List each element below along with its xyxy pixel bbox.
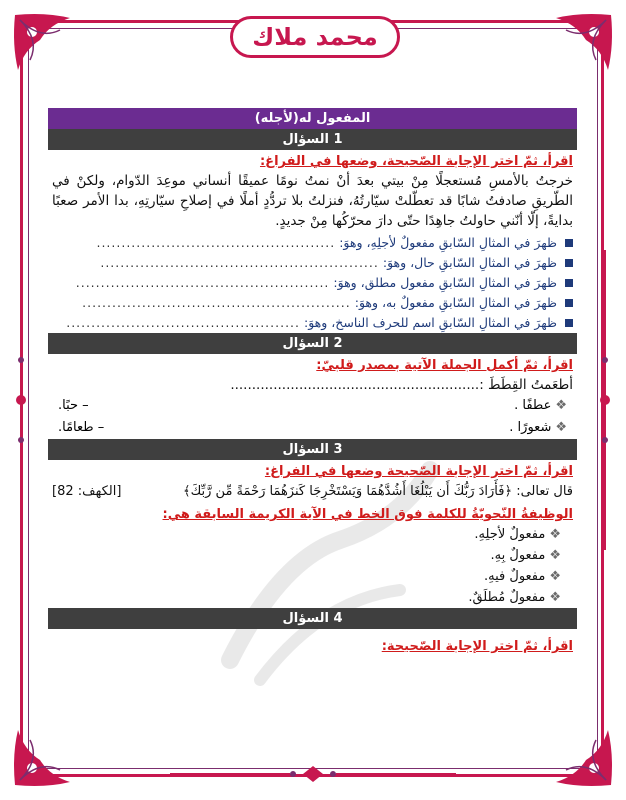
question-2-options-row [48,395,577,417]
diamond-bullet-icon: ❖ [555,420,567,435]
author-name-badge [230,16,400,58]
list-item: ظهرَ في المثالِ السّابقِ حال، وهوَ: ........................................................ [52,253,573,273]
corner-ornament-icon [10,10,80,80]
diamond-bullet-icon: ❖ [549,527,561,542]
bottom-ornament-icon [170,764,456,784]
question-3-prompt: الوظيفةُ النّحويّةُ للكلمة فوق الخط في الآية الكريمة السابقة هي: [162,507,573,522]
answer-blank[interactable]: ................................................... [75,275,330,290]
answer-blank[interactable]: ........................................................ [100,255,379,270]
square-bullet-icon [565,239,573,247]
square-bullet-icon [565,279,573,287]
option: ❖شعورًا . [509,420,567,435]
diamond-bullet-icon: ❖ [549,548,561,563]
topic-title-bar: المفعول له(لأجله) [48,108,577,129]
question-4-header: 4 السؤال [48,608,577,629]
option: ❖عطفًا . [514,398,567,413]
list-item: ظهرَ في المثالِ السّابقِ مفعولٌ لأجلِهِ، وهوَ: ................................................ [52,233,573,253]
side-ornament-icon [14,250,28,550]
verse-text: قال تعالى: ﴿فَأَرَادَ رَبُّكَ أَن يَبْلُغَا أَشُدَّهُمَا وَيَسْتَخْرِجَا كَنزَهُمَا رَحْمَةً مِّن رَّبِّكَ﴾ [182,484,573,499]
corner-ornament-icon [10,720,80,790]
corner-ornament-icon [546,720,616,790]
list-item[interactable]: ❖مفعولٌ لأجلِهِ. [474,527,561,542]
answer-blank[interactable]: ................................................ [96,235,336,250]
option[interactable]: – طعامًا. [58,420,105,435]
diamond-bullet-icon: ❖ [549,590,561,605]
worksheet-content [48,108,577,656]
question-2-stem: أطعَمتُ القِطَطَ :.......................................................... [230,377,573,393]
question-3-header: 3 السؤال [48,439,577,460]
author-name: محمد ملاك [252,23,378,51]
question-1-items [48,233,577,333]
question-2-header: 2 السؤال [48,333,577,354]
list-item: ظهرَ في المثالِ السّابقِ اسم للحرف الناسخ، وهوَ: ............................................... [52,313,573,333]
diamond-bullet-icon: ❖ [549,569,561,584]
square-bullet-icon [565,299,573,307]
answer-blank[interactable]: ...................................................... [82,295,351,310]
quran-verse [48,481,577,503]
diamond-bullet-icon: ❖ [555,398,567,413]
question-4-instruction: اقرأ، ثمّ اختر الإجابة الصّحيحة: [381,639,573,654]
list-item[interactable]: ❖مفعولٌ مُطلَقٌ. [468,590,561,605]
list-item: ظهرَ في المثالِ السّابقِ مفعول مطلق، وهوَ: ................................................... [52,273,573,293]
question-2-instruction: اقرأ، ثمّ أكمل الجملة الآتية بمصدر قلبيّ: [316,358,573,373]
answer-blank[interactable]: ............................................... [66,315,300,330]
option[interactable]: – حبًا. [58,398,89,413]
question-1-passage: خرجتُ بالأمسِ مُستعجلًا مِنْ بيتي بعدَ أنْ نمتُ نومًا عميقًا أنساني موعِدَ الدّوام، ولكنْ في الطّريقِ صادفتُ شابًا قد تعطّلتْ سيّارتُهُ، فنزلتُ بلا تردُّدٍ أملًا في إصلاحِ سيّارتِهِ، بدا الأمر صعبًا بدايةً، إلّا أنّني حاولتُ جاهِدًا حتّى دارَ محرّكُها مِنْ جديدٍ. [52,173,573,229]
question-3-choices [48,524,577,608]
question-1-header: 1 السؤال [48,129,577,150]
list-item: ظهرَ في المثالِ السّابقِ مفعولٌ به، وهوَ: ...................................................... [52,293,573,313]
verse-reference: [الكهف: 82] [52,484,122,499]
side-ornament-icon [598,250,612,550]
question-3-instruction: اقرأ، ثمّ اختر الإجابة الصّحيحة وضعها في الفراغ: [264,464,573,479]
square-bullet-icon [565,259,573,267]
list-item[interactable]: ❖مفعولٌ فيهِ. [484,569,561,584]
corner-ornament-icon [546,10,616,80]
square-bullet-icon [565,319,573,327]
list-item[interactable]: ❖مفعولٌ بِهِ. [490,548,561,563]
question-2-options-row [48,417,577,439]
question-1-instruction: اقرأ، ثمّ اختر الإجابة الصّحيحة، وضعها في الفراغ: [259,154,573,169]
